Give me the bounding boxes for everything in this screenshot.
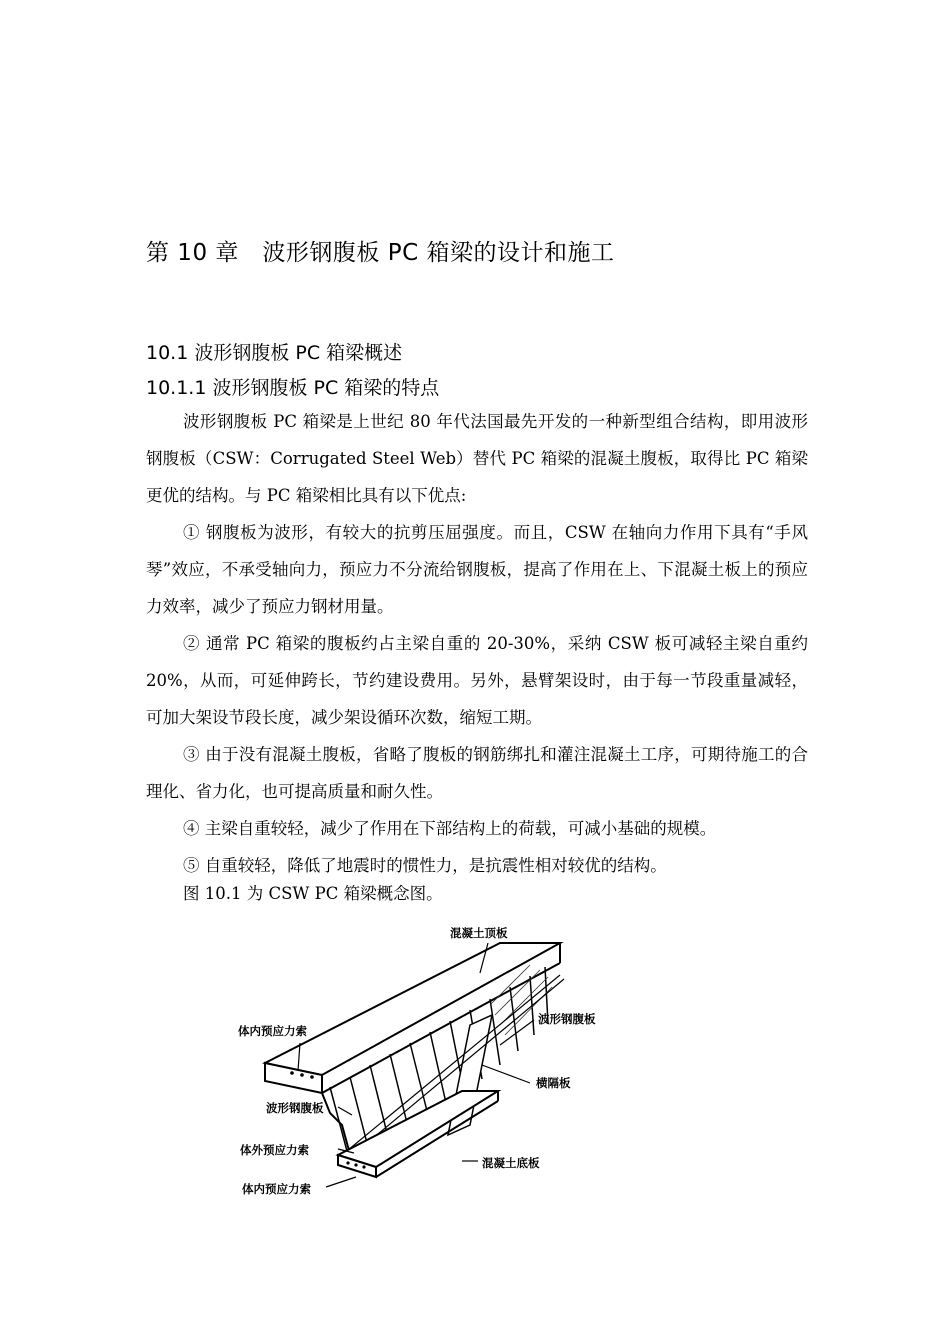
box-girder-figure [230,915,610,1205]
paragraph-advantage-3: ③ 由于没有混凝土腹板，省略了腹板的钢筋绑扎和灌注混凝土工序，可期待施工的合理化、省力化，也可提高质量和耐久性。 [146,745,808,801]
bottom-slab-shape [338,1091,498,1167]
subsection-heading: 10.1.1 波形钢腹板 PC 箱梁的特点 [146,377,440,399]
label-bottom-slab: 混凝土底板 [482,1156,540,1170]
label-internal-tendon-top: 体内预应力索 [238,1024,307,1038]
leader-internal-tendon-bottom [326,1177,356,1187]
paragraph-advantage-1: ① 钢腹板为波形，有较大的抗剪压屈强度。而且，CSW 在轴向力作用下具有“手风琴”效应，不承受轴向力，预应力不分流给钢腹板，提高了作用在上、下混凝土板上的预应力效率，减少了预应力钢材用量。 [146,523,808,616]
label-diaphragm: 横隔板 [536,1076,571,1090]
figure-reference: 图 10.1 为 CSW PC 箱梁概念图。 [183,884,443,903]
section-heading: 10.1 波形钢腹板 PC 箱梁概述 [146,342,403,364]
paragraph-advantage-4: ④ 主梁自重较轻，减少了作用在下部结构上的荷载，可减小基础的规模。 [183,819,717,838]
chapter-title: 第 10 章 波形钢腹板 PC 箱梁的设计和施工 [146,240,615,266]
label-top-slab: 混凝土顶板 [450,926,508,940]
label-web-right: 波形钢腹板 [538,1012,596,1026]
leader-web-left [338,1107,352,1115]
leader-diaphragm [482,1065,530,1083]
paragraph-intro: 波形钢腹板 PC 箱梁是上世纪 80 年代法国最先开发的一种新型组合结构，即用波形钢腹板（CSW：Corrugated Steel Web）替代 PC 箱梁的混凝土腹板，取得比 PC 箱梁更优的结构。与 PC 箱梁相比具有以下优点: [146,412,808,505]
box-girder-diagram [230,915,610,1205]
label-external-tendon: 体外预应力索 [240,1143,309,1157]
label-internal-tendon-bottom: 体内预应力索 [242,1182,311,1196]
paragraph-advantage-5: ⑤ 自重较轻，降低了地震时的惯性力，是抗震性相对较优的结构。 [183,856,667,875]
label-web-left: 波形钢腹板 [266,1101,324,1115]
paragraph-advantage-2: ② 通常 PC 箱梁的腹板约占主梁自重的 20-30%，采纳 CSW 板可减轻主梁自重约 20%，从而，可延伸跨长，节约建设费用。另外，悬臂架设时，由于每一节段重量减轻，可加大架设节段长度，减少架设循环次数，缩短工期。 [146,634,808,727]
